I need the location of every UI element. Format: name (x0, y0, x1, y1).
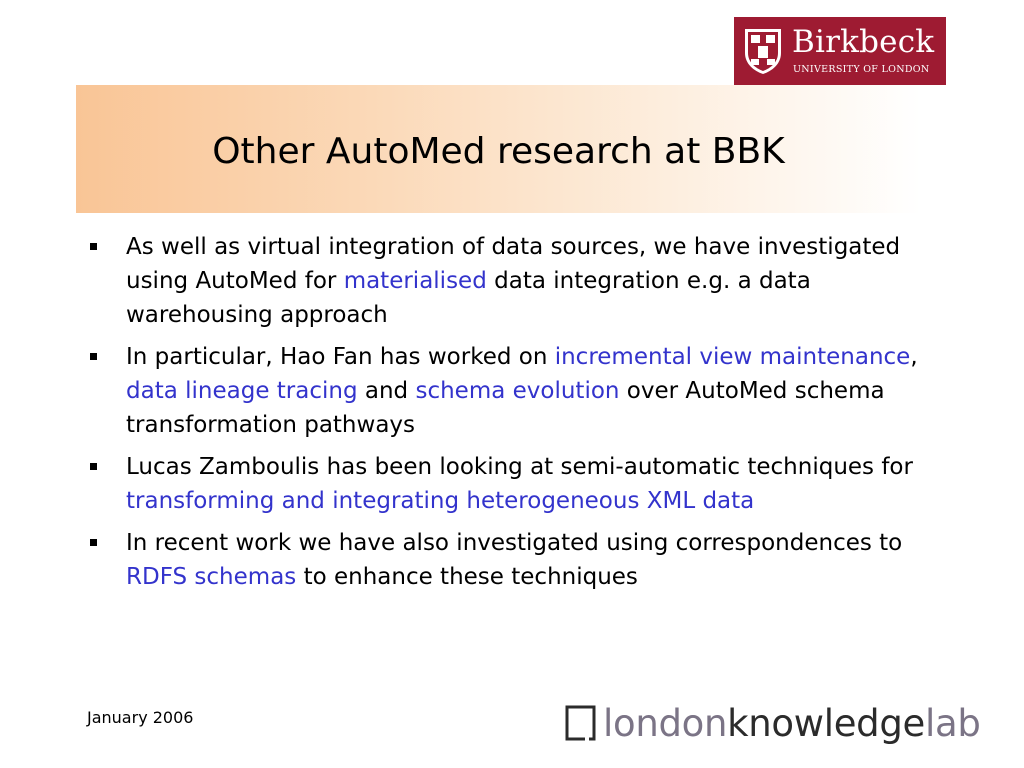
bullet-item (88, 340, 948, 442)
logo-text-lab: lab (925, 702, 981, 745)
birkbeck-logo-subtitle: UNIVERSITY OF LONDON (793, 64, 930, 75)
bullet-square-icon (90, 353, 97, 360)
bullet-square-icon (90, 243, 97, 250)
highlighted-term: materialised (343, 268, 487, 294)
bullet-item (88, 526, 948, 594)
highlighted-term: incremental view maintenance (554, 344, 911, 370)
birkbeck-logo (734, 17, 946, 85)
birkbeck-logo-name: Birkbeck (792, 24, 935, 60)
bullet-square-icon (90, 463, 97, 470)
highlighted-term: schema evolution (415, 378, 620, 404)
bullet-text: over AutoMed schema transformation pathways (126, 378, 885, 438)
bullet-text: to enhance these techniques (296, 564, 638, 590)
crest-icon (742, 26, 784, 76)
logo-text-knowledge: knowledge (727, 702, 926, 745)
bullet-text: Lucas Zamboulis has been looking at semi-automatic techniques for (126, 454, 913, 480)
bullet-text: data integration e.g. a data warehousing approach (126, 268, 811, 328)
bullet-text: As well as virtual integration of data sources, we have investigated using AutoMed for (126, 234, 901, 294)
footer-date: January 2006 (87, 708, 194, 727)
bullet-item (88, 450, 948, 518)
logo-text-london: london (603, 702, 728, 745)
bullet-text: and (357, 378, 416, 404)
highlighted-term: transforming and integrating heterogeneous XML data (126, 488, 755, 514)
bullet-square-icon (90, 539, 97, 546)
bullet-list (88, 230, 948, 602)
bullet-text: , (910, 344, 918, 370)
highlighted-term: RDFS schemas (126, 564, 297, 590)
bullet-text: In recent work we have also investigated using correspondences to (126, 530, 903, 556)
highlighted-term: data lineage tracing (126, 378, 358, 404)
slide-title: Other AutoMed research at BBK (212, 131, 785, 172)
bullet-item (88, 230, 948, 332)
bullet-text: In particular, Hao Fan has worked on (126, 344, 555, 370)
bracket-square-icon (563, 704, 597, 742)
